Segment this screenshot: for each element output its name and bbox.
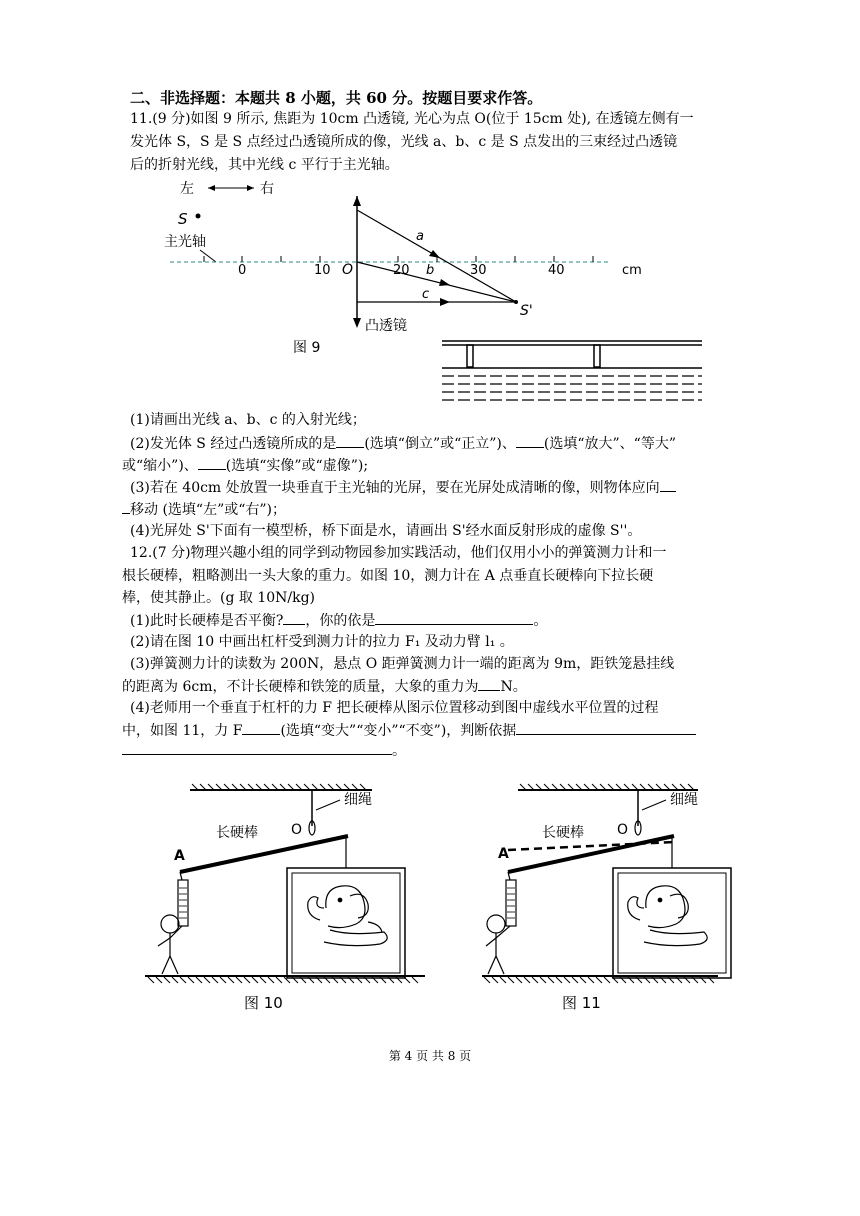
q11-p3-blank-cont bbox=[122, 499, 130, 514]
q12-intro-line-3: 棒，使其静止。(g 取 10N/kg) bbox=[122, 590, 316, 606]
q11-p2-blank-1[interactable] bbox=[336, 433, 364, 448]
iron-cage bbox=[613, 868, 731, 978]
rope-label: 细绳 bbox=[344, 792, 372, 808]
rod-label: 长硬棒 bbox=[542, 825, 584, 841]
pivot-label: O bbox=[291, 822, 303, 838]
ray-b-label: b bbox=[426, 263, 435, 278]
tick-label-40: 40 bbox=[548, 263, 565, 278]
image-point bbox=[514, 300, 518, 304]
point-s-dot bbox=[196, 214, 201, 219]
q11-part-2-text-d: 或“缩小”)、 bbox=[122, 458, 198, 474]
point-a-label: A bbox=[498, 846, 509, 862]
q11-part-3-line-1 bbox=[130, 477, 676, 498]
q12-part-1-text-b: ，你的依是 bbox=[305, 613, 376, 629]
stick-person-icon bbox=[158, 915, 182, 974]
q11-intro-line-1: 11.(9 分)如图 9 所示, 焦距为 10cm 凸透镜, 光心为点 O(位于 15cm 处), 在透镜左侧有一 bbox=[130, 111, 694, 127]
q11-p3-blank[interactable] bbox=[660, 477, 676, 492]
page-footer: 第 4 页 共 8 页 bbox=[388, 1049, 472, 1063]
water-surface bbox=[442, 376, 702, 400]
q11-part-3-line-2 bbox=[122, 499, 286, 520]
figure-9-lens-diagram bbox=[150, 170, 710, 420]
figure-10-lever-diagram bbox=[140, 780, 440, 1015]
q12-part-4-line-3 bbox=[122, 740, 406, 761]
direction-left-label: 左 bbox=[180, 181, 194, 197]
q12-p1-blank-2[interactable] bbox=[375, 610, 533, 625]
optical-center-label: O bbox=[342, 262, 354, 278]
figure-10-caption: 图 10 bbox=[244, 994, 283, 1012]
q11-intro-line-2: 发光体 S，S 是 S 点经过凸透镜所成的像，光线 a、b、c 是 S 点发出的三束经过凸透镜 bbox=[130, 134, 678, 150]
q11-p2-blank-2[interactable] bbox=[516, 433, 544, 448]
rod-label: 长硬棒 bbox=[216, 825, 258, 841]
q11-part-2-text-c: (选填“放大”、“等大” bbox=[543, 436, 676, 452]
pivot-label: O bbox=[617, 822, 629, 838]
q12-part-4-text-c: 。 bbox=[392, 743, 406, 759]
main-axis-label: 主光轴 bbox=[164, 234, 206, 250]
point-s-label: S bbox=[178, 210, 188, 228]
tick-label-10: 10 bbox=[314, 263, 331, 278]
lens-label: 凸透镜 bbox=[365, 318, 407, 334]
q11-part-2-text-e: (选填“实像”或“虚像”); bbox=[225, 458, 369, 474]
point-a-label: A bbox=[174, 848, 185, 864]
figure-9-caption: 图 9 bbox=[293, 340, 321, 356]
q12-part-3-text-b: N。 bbox=[500, 679, 527, 695]
figure-11-caption: 图 11 bbox=[562, 994, 601, 1012]
q11-part-2-text-b: (选填“倒立”或“正立”)、 bbox=[364, 436, 516, 452]
ray-a-label: a bbox=[416, 229, 424, 244]
q12-intro-line-2: 根长硬棒，粗略测出一头大象的重力。如图 10，测力计在 A 点垂直长硬棒向下拉长硬 bbox=[122, 568, 654, 584]
elephant-icon bbox=[628, 886, 707, 946]
elephant-icon bbox=[308, 886, 387, 946]
q12-p3-blank[interactable] bbox=[478, 676, 500, 691]
tick-label-20: 20 bbox=[393, 263, 410, 278]
tick-label-0: 0 bbox=[238, 263, 247, 278]
direction-right-label: 右 bbox=[260, 181, 274, 197]
q12-part-1-text-c: 。 bbox=[533, 613, 548, 629]
ray-b bbox=[357, 262, 516, 302]
figure-11-lever-diagram bbox=[480, 780, 780, 1015]
q12-part-4-text-b: (选填“变大”“变小”“不变”)，判断依据 bbox=[280, 723, 517, 739]
q11-part-2-line-1 bbox=[130, 433, 676, 454]
q12-part-4-line-2 bbox=[122, 720, 696, 741]
q12-p1-blank-1[interactable] bbox=[283, 610, 305, 625]
ray-c-label: c bbox=[422, 287, 430, 302]
spring-scale bbox=[178, 880, 188, 926]
q12-part-3-text-a: 的距离为 6cm，不计长硬棒和铁笼的质量，大象的重力为 bbox=[122, 679, 479, 695]
q12-part-3-line-2 bbox=[122, 676, 527, 697]
q11-intro-line-3: 后的折射光线，其中光线 c 平行于主光轴。 bbox=[130, 157, 399, 173]
q12-p4-blank-1[interactable] bbox=[242, 720, 280, 735]
q12-intro-line-1: 12.(7 分)物理兴趣小组的同学到动物园参加实践活动，他们仅用小小的弹簧测力计和一 bbox=[130, 545, 667, 561]
long-rod bbox=[180, 836, 348, 872]
model-bridge bbox=[442, 341, 702, 368]
q11-part-3-text-a: (3)若在 40cm 处放置一块垂直于主光轴的光屏，要在光屏处成清晰的像，则物体应向 bbox=[130, 480, 660, 496]
image-point-label: S' bbox=[520, 303, 533, 319]
q11-part-1: (1)请画出光线 a、b、c 的入射光线； bbox=[130, 412, 366, 428]
q11-part-3-text-b: 移动 (选填“左”或“右”)； bbox=[130, 502, 287, 518]
q11-part-2-line-2 bbox=[122, 455, 368, 476]
q12-part-1 bbox=[130, 610, 547, 631]
q12-part-4-line-1: (4)老师用一个垂直于杠杆的力 F 把长硬棒从图示位置移动到图中虚线水平位置的过程 bbox=[130, 700, 659, 716]
long-rod bbox=[508, 836, 674, 872]
rope-label: 细绳 bbox=[670, 792, 698, 808]
q11-part-2-text-a: (2)发光体 S 经过凸透镜所成的是 bbox=[130, 436, 337, 452]
spring-scale bbox=[506, 880, 516, 926]
tick-label-30: 30 bbox=[470, 263, 487, 278]
q12-p4-blank-3[interactable] bbox=[122, 740, 392, 755]
q11-p2-blank-3[interactable] bbox=[198, 455, 226, 470]
q12-part-2: (2)请在图 10 中画出杠杆受到测力计的拉力 F₁ 及动力臂 l₁ 。 bbox=[130, 634, 514, 650]
q12-p4-blank-2[interactable] bbox=[516, 720, 696, 735]
q12-part-1-text-a: (1)此时长硬棒是否平衡? bbox=[130, 613, 284, 629]
unit-label: cm bbox=[622, 263, 642, 278]
q12-part-4-text-a: 中，如图 11，力 F bbox=[122, 723, 243, 739]
q12-part-3-line-1: (3)弹簧测力计的读数为 200N，悬点 O 距弹簧测力计一端的距离为 9m，距铁笼悬挂线 bbox=[130, 656, 675, 672]
section-title: 二、非选择题：本题共 8 小题，共 60 分。按题目要求作答。 bbox=[130, 89, 543, 107]
q11-part-4: (4)光屏处 S'下面有一模型桥，桥下面是水，请画出 S'经水面反射形成的虚像 S''。 bbox=[130, 523, 642, 539]
iron-cage bbox=[287, 868, 405, 978]
